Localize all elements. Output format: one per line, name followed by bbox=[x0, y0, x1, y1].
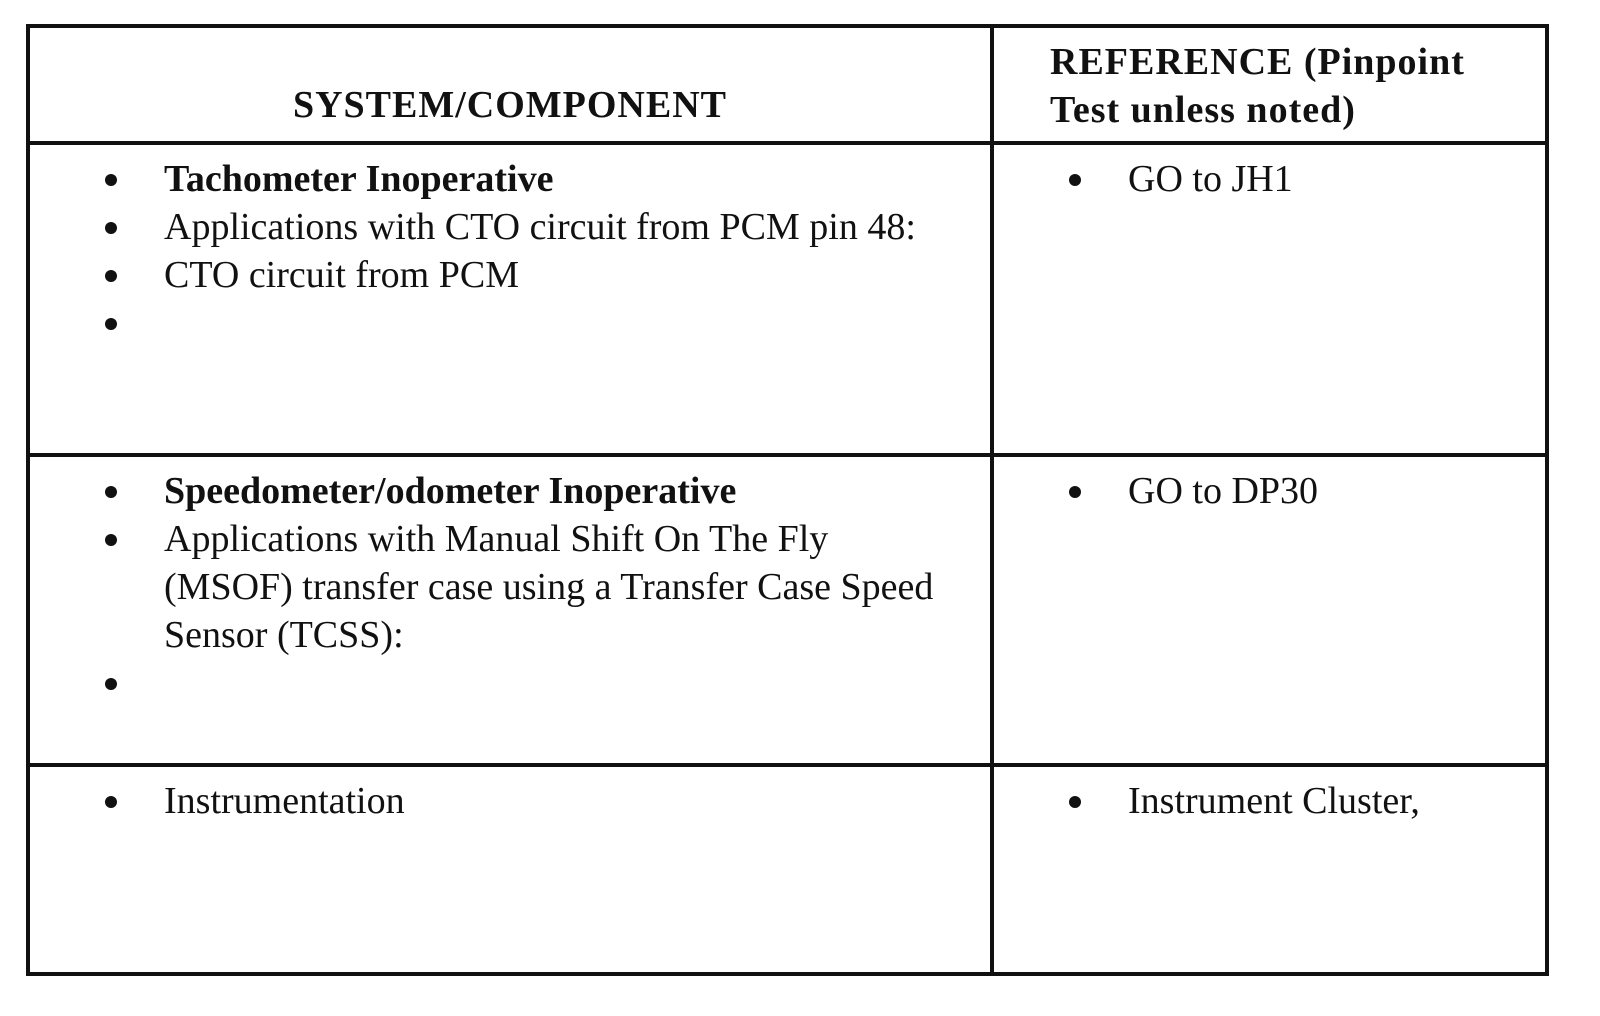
list-item bbox=[100, 467, 940, 515]
list-item-text: CTO circuit from PCM bbox=[164, 254, 520, 296]
header-label-system-component: SYSTEM/COMPONENT bbox=[292, 84, 728, 126]
list-item bbox=[100, 203, 940, 251]
list-item bbox=[100, 251, 940, 299]
list-item-text: Tachometer Inoperative bbox=[164, 158, 554, 200]
bullet-icon bbox=[105, 318, 117, 330]
list-item bbox=[100, 515, 940, 659]
list-item bbox=[1064, 777, 1524, 825]
bullet-icon bbox=[105, 174, 117, 186]
list-item bbox=[1064, 467, 1524, 515]
bullet-list bbox=[1064, 155, 1524, 203]
list-item-text: GO to DP30 bbox=[1128, 470, 1319, 512]
table-row-1-system-cell bbox=[30, 145, 990, 453]
bullet-list bbox=[100, 155, 940, 347]
bullet-icon bbox=[105, 270, 117, 282]
table-row-3-reference-cell bbox=[994, 767, 1549, 976]
table-row-3-system-cell bbox=[30, 767, 990, 976]
bullet-list bbox=[100, 777, 940, 825]
list-item-text: Applications with Manual Shift On The Fly (MSOF) transfer case using a Transfer Case Speed Sensor (TCSS): bbox=[164, 518, 934, 656]
list-item-text: Instrument Cluster, bbox=[1128, 780, 1420, 822]
table-row-2-system-cell bbox=[30, 457, 990, 763]
bullet-icon bbox=[105, 534, 117, 546]
bullet-list bbox=[1064, 467, 1524, 515]
bullet-icon bbox=[105, 486, 117, 498]
header-cell-reference bbox=[994, 28, 1549, 141]
bullet-icon bbox=[1069, 174, 1081, 186]
header-label-reference: REFERENCE (Pinpoint Test unless noted) bbox=[1050, 41, 1465, 131]
bullet-icon bbox=[1069, 796, 1081, 808]
list-item-text: Applications with CTO circuit from PCM pin 48: bbox=[164, 206, 916, 248]
list-item bbox=[100, 659, 940, 707]
bullet-icon bbox=[105, 796, 117, 808]
reference-table bbox=[26, 24, 1549, 976]
list-item-text: Speedometer/odometer Inoperative bbox=[164, 470, 737, 512]
list-item bbox=[100, 777, 940, 825]
bullet-icon bbox=[1069, 486, 1081, 498]
list-item-text: Instrumentation bbox=[164, 780, 405, 822]
table-row-2-reference-cell bbox=[994, 457, 1549, 763]
list-item bbox=[1064, 155, 1524, 203]
bullet-icon bbox=[105, 678, 117, 690]
bullet-list bbox=[100, 467, 940, 707]
list-item bbox=[100, 299, 940, 347]
bullet-icon bbox=[105, 222, 117, 234]
list-item bbox=[100, 155, 940, 203]
header-cell-system-component bbox=[30, 28, 990, 141]
table-row-1-reference-cell bbox=[994, 145, 1549, 453]
bullet-list bbox=[1064, 777, 1524, 825]
list-item-text: GO to JH1 bbox=[1128, 158, 1293, 200]
